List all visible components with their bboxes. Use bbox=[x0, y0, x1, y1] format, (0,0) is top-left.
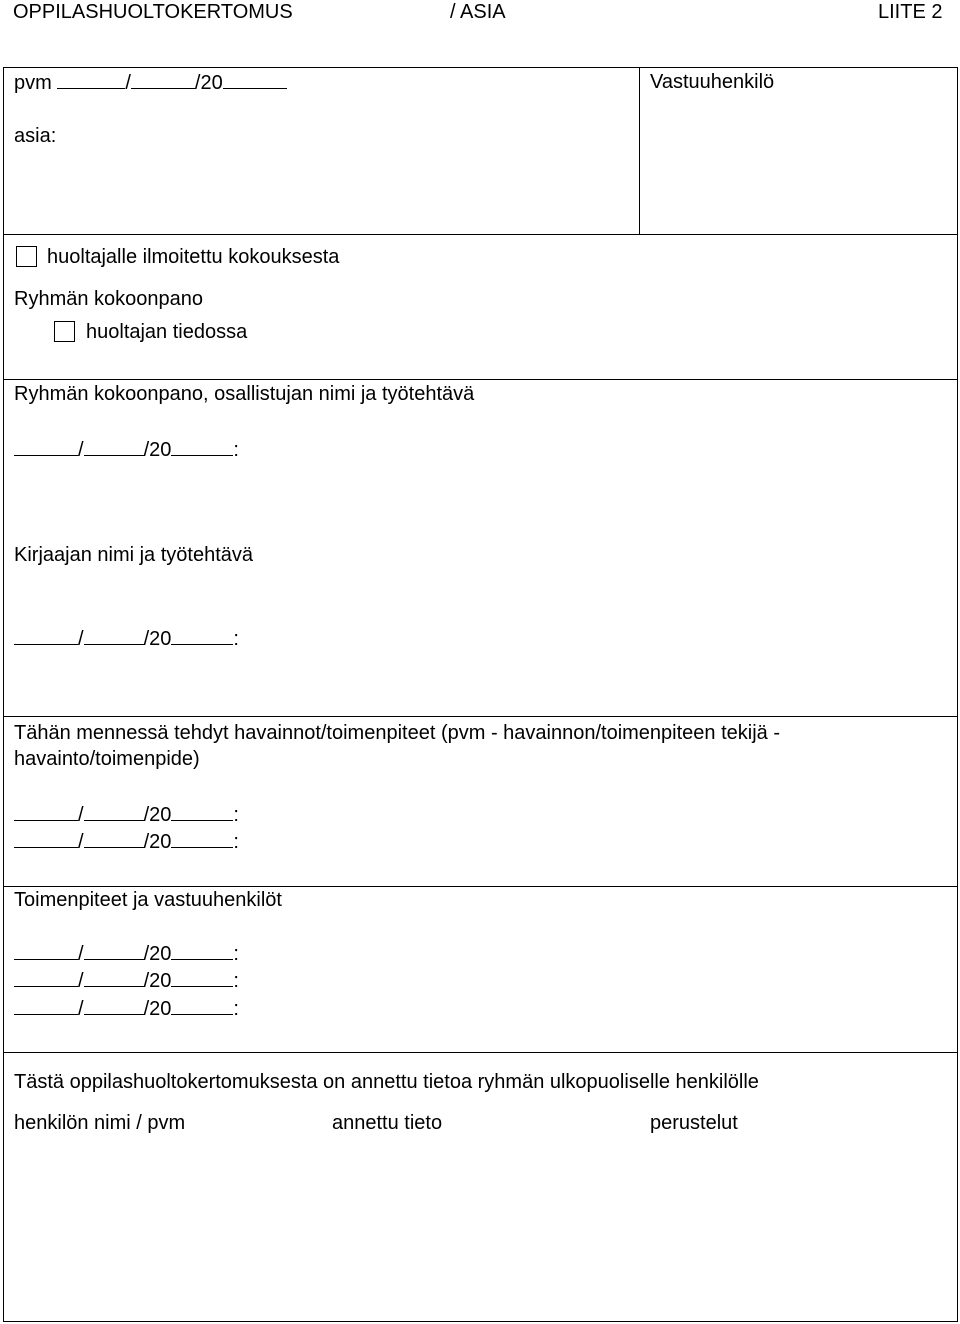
row-divider-5 bbox=[3, 1052, 958, 1053]
sep1: / bbox=[78, 628, 84, 650]
sep2: /20 bbox=[143, 970, 172, 992]
group-composition-label: Ryhmän kokoonpano bbox=[14, 288, 204, 310]
day-blank[interactable] bbox=[14, 968, 78, 987]
day-blank[interactable] bbox=[14, 829, 78, 848]
sep1: / bbox=[78, 439, 84, 461]
day-blank[interactable] bbox=[14, 437, 78, 456]
sep1: / bbox=[78, 804, 84, 826]
date-entry[interactable] bbox=[14, 941, 239, 966]
year-blank[interactable] bbox=[171, 802, 233, 821]
sep2: /20 bbox=[143, 439, 172, 461]
frame-top bbox=[3, 67, 958, 68]
colon: : bbox=[233, 831, 239, 853]
date-entry[interactable] bbox=[14, 968, 239, 993]
row-divider-1 bbox=[3, 234, 958, 235]
participants-label: Ryhmän kokoonpano, osallistujan nimi ja työtehtävä bbox=[14, 383, 475, 405]
month-blank[interactable] bbox=[84, 802, 144, 821]
year-blank[interactable] bbox=[171, 829, 233, 848]
guardian-aware-label: huoltajan tiedossa bbox=[86, 321, 248, 343]
date-sep1: / bbox=[125, 72, 131, 94]
day-blank[interactable] bbox=[57, 70, 125, 89]
document-title: OPPILASHUOLTOKERTOMUS bbox=[13, 1, 293, 23]
day-blank[interactable] bbox=[14, 996, 78, 1015]
observations-label-line1: Tähän mennessä tehdyt havainnot/toimenpiteet (pvm - havainnon/toimenpiteen tekijä - bbox=[14, 722, 781, 744]
sep2: /20 bbox=[143, 628, 172, 650]
frame-left bbox=[3, 67, 4, 1322]
year-blank[interactable] bbox=[171, 941, 233, 960]
sep1: / bbox=[78, 943, 84, 965]
colon: : bbox=[233, 804, 239, 826]
row-divider-2 bbox=[3, 379, 958, 380]
column-justification: perustelut bbox=[650, 1112, 738, 1134]
month-blank[interactable] bbox=[84, 626, 144, 645]
observations-label-line2: havainto/toimenpide) bbox=[14, 748, 200, 770]
row-divider-4 bbox=[3, 886, 958, 887]
colon: : bbox=[233, 970, 239, 992]
meeting-date-field[interactable] bbox=[14, 70, 287, 95]
sep1: / bbox=[78, 998, 84, 1020]
year-blank[interactable] bbox=[171, 437, 233, 456]
sep2: /20 bbox=[143, 943, 172, 965]
day-blank[interactable] bbox=[14, 941, 78, 960]
day-blank[interactable] bbox=[14, 802, 78, 821]
sep2: /20 bbox=[143, 998, 172, 1020]
date-entry[interactable] bbox=[14, 437, 239, 462]
month-blank[interactable] bbox=[84, 437, 144, 456]
document-subject: / ASIA bbox=[450, 1, 506, 23]
colon: : bbox=[233, 943, 239, 965]
day-blank[interactable] bbox=[14, 626, 78, 645]
disclosure-label: Tästä oppilashuoltokertomuksesta on annettu tietoa ryhmän ulkopuoliselle henkilölle bbox=[14, 1071, 759, 1093]
frame-right bbox=[957, 67, 958, 1322]
colon: : bbox=[233, 998, 239, 1020]
date-entry[interactable] bbox=[14, 802, 239, 827]
date-prefix: pvm bbox=[14, 72, 52, 94]
sep2: /20 bbox=[143, 804, 172, 826]
attachment-label: LIITE 2 bbox=[878, 1, 943, 23]
column-person-date: henkilön nimi / pvm bbox=[14, 1112, 186, 1134]
frame-bottom bbox=[3, 1321, 958, 1322]
date-entry[interactable] bbox=[14, 829, 239, 854]
recorder-label: Kirjaajan nimi ja työtehtävä bbox=[14, 544, 254, 566]
year-blank[interactable] bbox=[171, 968, 233, 987]
date-entry[interactable] bbox=[14, 626, 239, 651]
column-info-given: annettu tieto bbox=[332, 1112, 443, 1134]
month-blank[interactable] bbox=[84, 941, 144, 960]
guardian-aware-checkbox[interactable] bbox=[54, 321, 75, 342]
subject-label: asia: bbox=[14, 125, 57, 147]
guardian-notified-label: huoltajalle ilmoitettu kokouksesta bbox=[47, 246, 340, 268]
year-blank[interactable] bbox=[171, 996, 233, 1015]
row-divider-3 bbox=[3, 716, 958, 717]
sep1: / bbox=[78, 970, 84, 992]
date-entry[interactable] bbox=[14, 996, 239, 1021]
date-sep2: /20 bbox=[194, 72, 223, 94]
sep2: /20 bbox=[143, 831, 172, 853]
year-blank[interactable] bbox=[171, 626, 233, 645]
actions-label: Toimenpiteet ja vastuuhenkilöt bbox=[14, 889, 282, 911]
colon: : bbox=[233, 628, 239, 650]
responsible-person-label: Vastuuhenkilö bbox=[650, 71, 775, 93]
month-blank[interactable] bbox=[84, 829, 144, 848]
month-blank[interactable] bbox=[84, 968, 144, 987]
column-divider bbox=[639, 67, 640, 235]
guardian-notified-checkbox[interactable] bbox=[16, 246, 37, 267]
month-blank[interactable] bbox=[84, 996, 144, 1015]
year-blank[interactable] bbox=[223, 70, 287, 89]
colon: : bbox=[233, 439, 239, 461]
sep1: / bbox=[78, 831, 84, 853]
month-blank[interactable] bbox=[131, 70, 195, 89]
